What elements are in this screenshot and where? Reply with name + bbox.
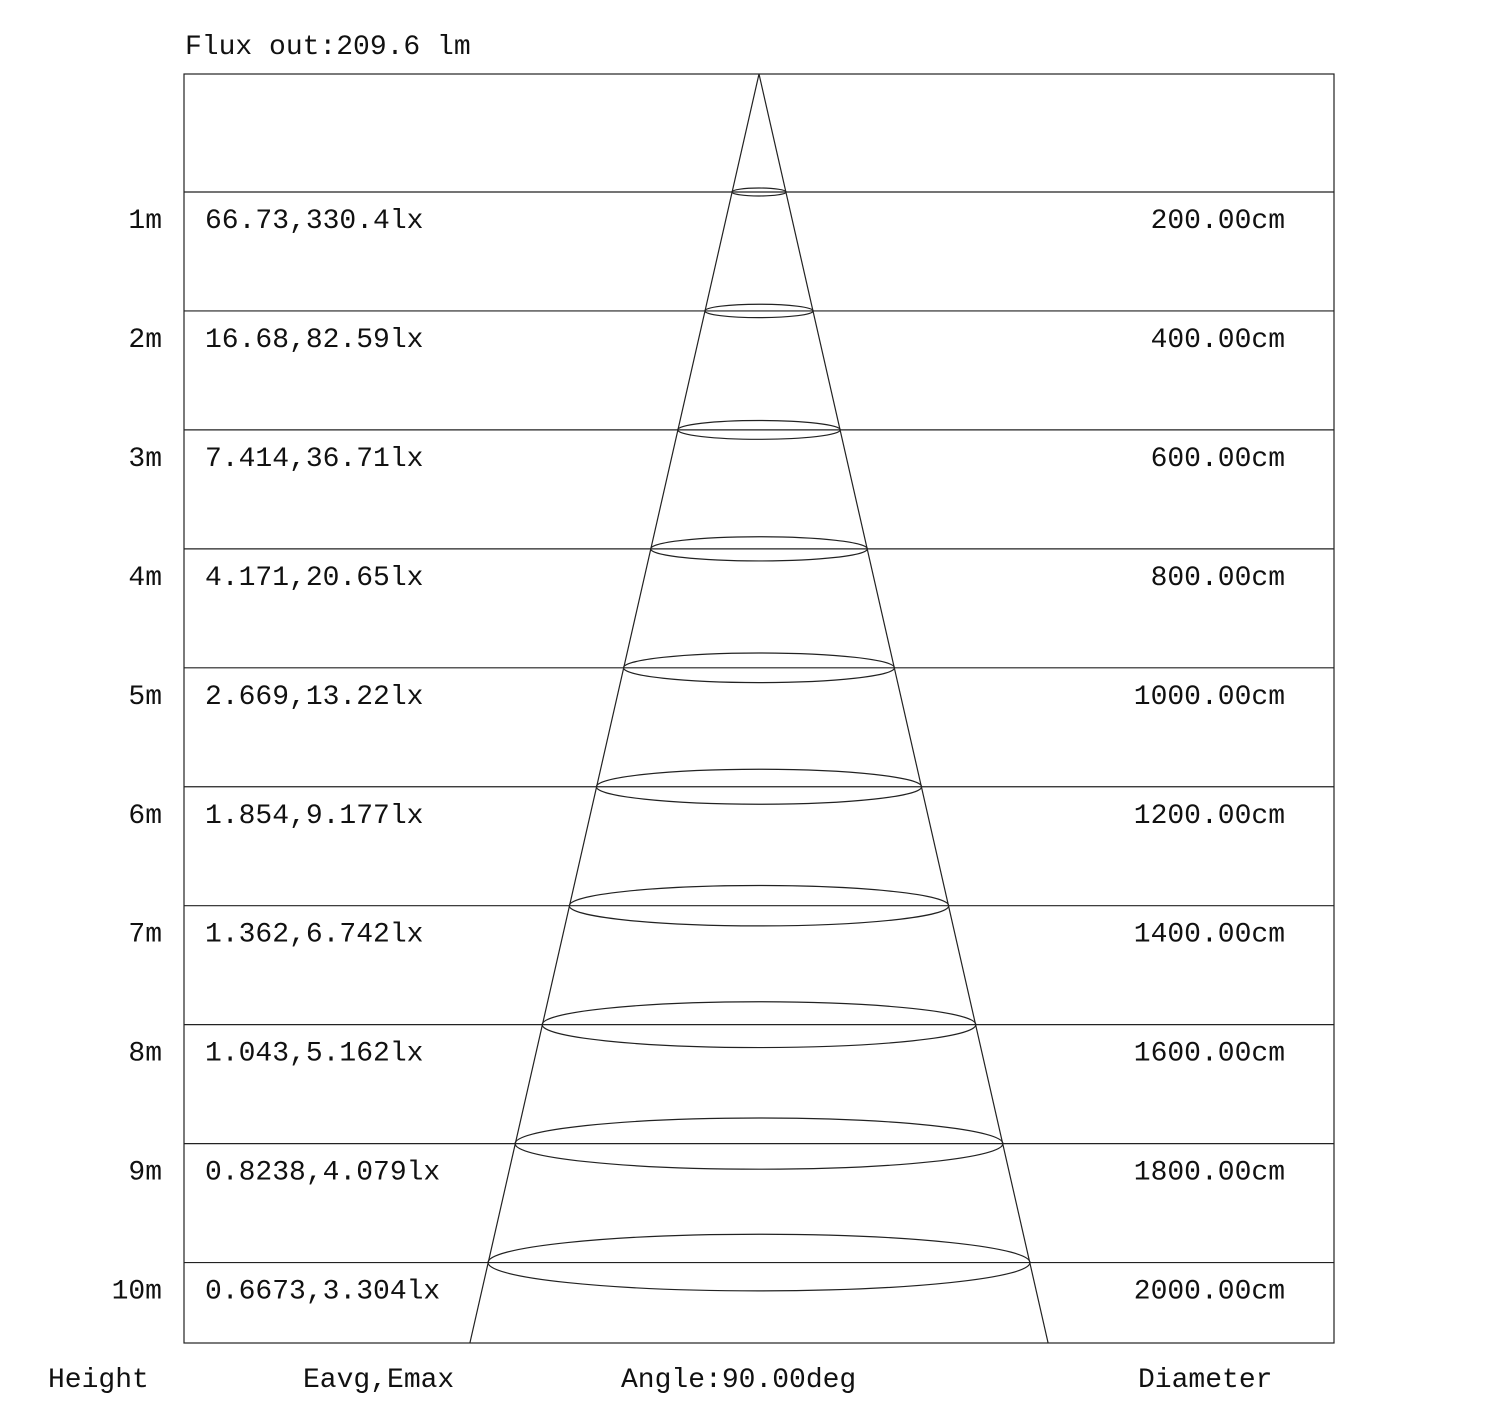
cone-right-edge: [759, 74, 1048, 1343]
illuminance-value: 1.362,6.742lx: [205, 919, 424, 951]
illuminance-value: 66.73,330.4lx: [205, 206, 424, 237]
height-value: 2m: [128, 324, 162, 356]
illuminance-value: 0.6673,3.304lx: [205, 1276, 441, 1308]
illuminance-value: 2.669,13.22lx: [205, 681, 424, 713]
diameter-value: 2000.00cm: [1133, 1276, 1285, 1308]
height-value: 3m: [128, 443, 162, 475]
illuminance-value: 7.414,36.71lx: [205, 443, 424, 475]
diameter-value: 1000.00cm: [1133, 681, 1285, 713]
height-value: 5m: [128, 681, 162, 713]
diameter-value: 1400.00cm: [1133, 919, 1285, 951]
height-column-label: Height: [48, 1365, 149, 1396]
height-value: 4m: [128, 562, 162, 594]
height-value: 1m: [128, 206, 162, 237]
diameter-value: 800.00cm: [1150, 562, 1285, 594]
light-cone: [470, 74, 1048, 1343]
diameter-value: 600.00cm: [1150, 443, 1285, 475]
height-value: 7m: [128, 919, 162, 951]
diameter-column-label: Diameter: [1138, 1365, 1273, 1396]
height-value: 8m: [128, 1038, 162, 1070]
illuminance-value: 16.68,82.59lx: [205, 324, 424, 356]
height-value: 10m: [111, 1276, 162, 1308]
diameter-value: 400.00cm: [1150, 324, 1285, 356]
illuminance-value: 4.171,20.65lx: [205, 562, 424, 594]
diameter-value: 1800.00cm: [1133, 1157, 1285, 1189]
illuminance-column-label: Eavg,Emax: [303, 1365, 455, 1396]
illuminance-value: 0.8238,4.079lx: [205, 1157, 441, 1189]
height-value: 6m: [128, 800, 162, 832]
diameter-value: 200.00cm: [1150, 206, 1285, 237]
beam-angle-label: Angle:90.00deg: [621, 1365, 857, 1396]
flux-out-label: Flux out:209.6 lm: [185, 32, 471, 63]
cone-left-edge: [470, 74, 759, 1343]
height-value: 9m: [128, 1157, 162, 1189]
row-labels: [112, 206, 1285, 1308]
diameter-value: 1200.00cm: [1133, 800, 1285, 832]
illuminance-value: 1.043,5.162lx: [205, 1038, 424, 1070]
diameter-value: 1600.00cm: [1133, 1038, 1285, 1070]
illuminance-value: 1.854,9.177lx: [205, 800, 424, 832]
